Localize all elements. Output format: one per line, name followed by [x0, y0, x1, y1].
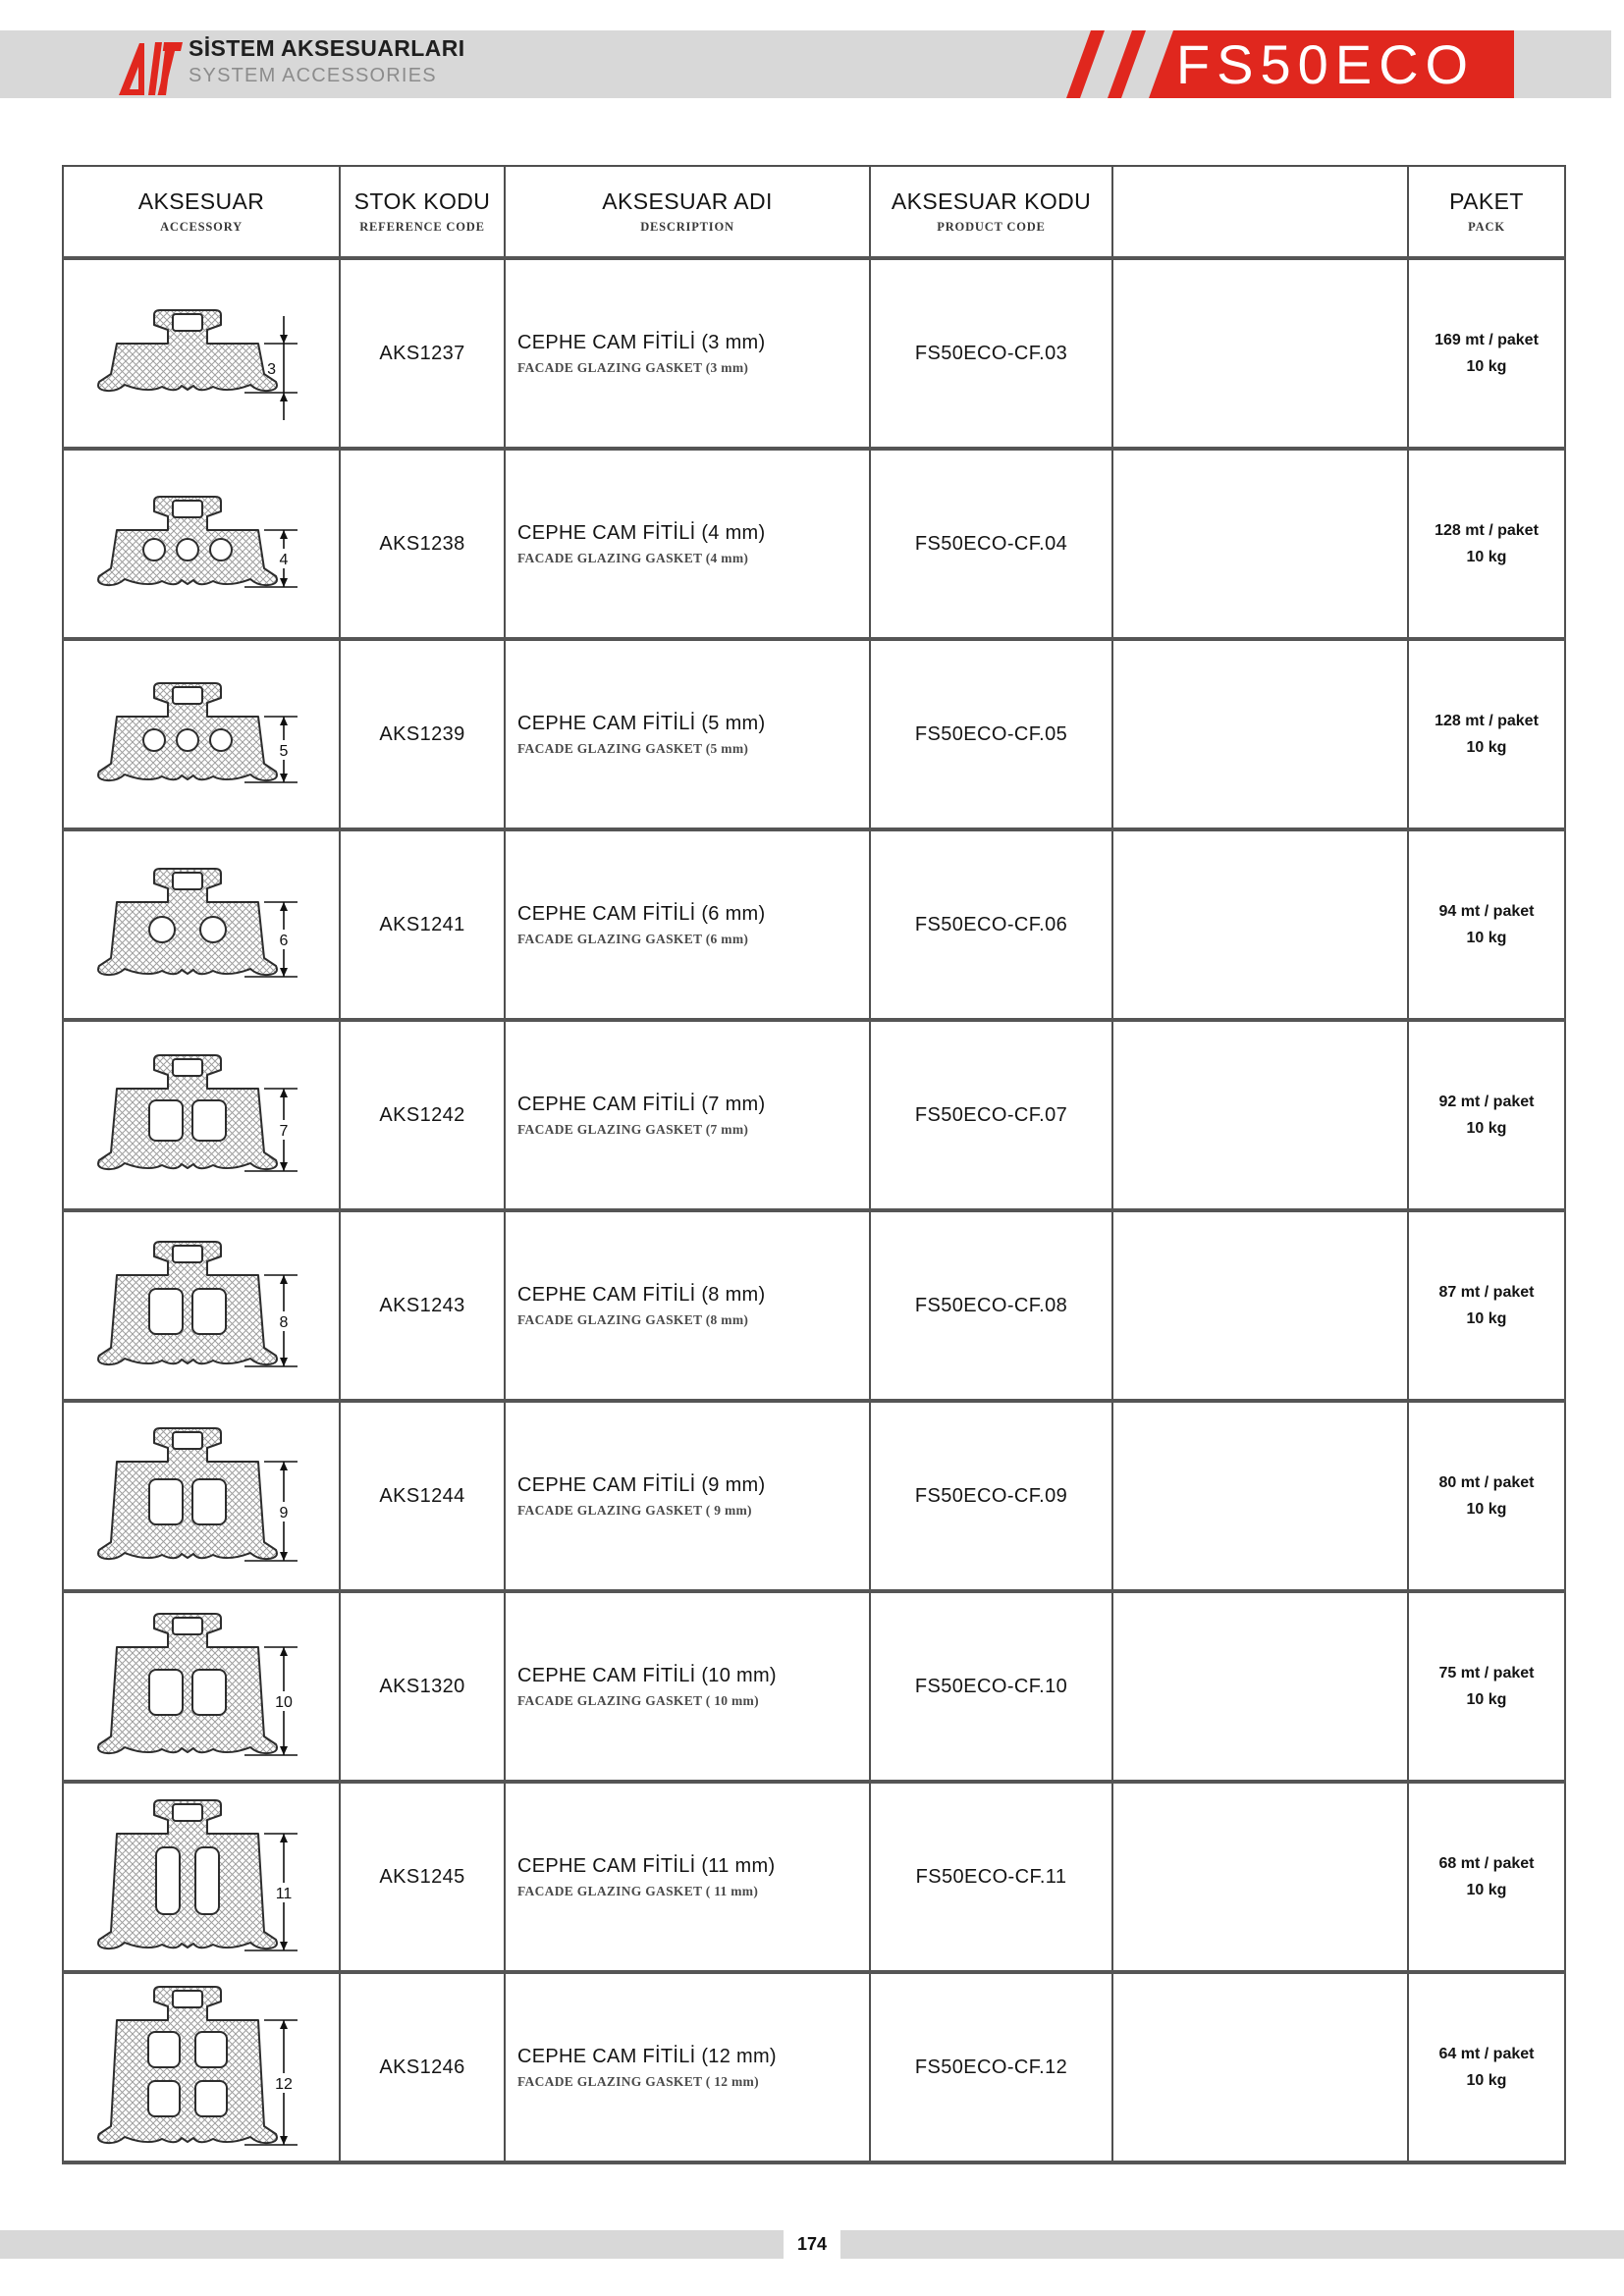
accessory-name-tr: CEPHE CAM FİTİLİ (12 mm): [517, 2045, 777, 2067]
product-code: FS50ECO-CF.11: [915, 1865, 1067, 1888]
stock-code: AKS1245: [379, 1865, 465, 1888]
table-row: [63, 829, 1565, 1020]
accessory-name-tr: CEPHE CAM FİTİLİ (6 mm): [517, 902, 766, 925]
table-row: [63, 1020, 1565, 1210]
table-row: [63, 1782, 1565, 1972]
product-code: FS50ECO-CF.03: [914, 342, 1068, 364]
pack-quantity: 94 mt / paket: [1438, 902, 1535, 920]
cell-profile-drawing: [63, 1782, 340, 1972]
cell-description: [505, 1972, 870, 2163]
gasket-profile-drawing: [78, 1027, 325, 1200]
svg-text:5: 5: [279, 742, 289, 760]
cell-spacer: [1112, 1020, 1408, 1210]
cell-stock-code: [340, 1020, 505, 1210]
cell-stock-code: [340, 1972, 505, 2163]
svg-text:10: 10: [275, 1693, 293, 1711]
cell-spacer: [1112, 1972, 1408, 2163]
cell-profile-drawing: [63, 639, 340, 829]
cell-stock-code: [340, 1782, 505, 1972]
stock-code: AKS1246: [379, 2056, 465, 2078]
accessory-name-en: FACADE GLAZING GASKET (3 mm): [517, 359, 749, 375]
cell-profile-drawing: [63, 1972, 340, 2163]
product-code: FS50ECO-CF.06: [914, 913, 1068, 935]
product-code: FS50ECO-CF.05: [914, 722, 1068, 745]
col-header-sublabel: DESCRIPTION: [640, 220, 734, 234]
pack-weight: 10 kg: [1466, 1310, 1507, 1327]
col-header-spacer: [1112, 166, 1408, 258]
page-number: 174: [784, 2226, 840, 2262]
table-row: [63, 1401, 1565, 1591]
pack-quantity: 80 mt / paket: [1438, 1473, 1535, 1491]
pack-quantity: 92 mt / paket: [1438, 1093, 1535, 1110]
cell-pack: [1408, 1782, 1565, 1972]
cell-profile-drawing: [63, 1210, 340, 1401]
pack-weight: 10 kg: [1466, 1882, 1507, 1898]
gasket-profile-drawing: [78, 265, 325, 438]
product-code: FS50ECO-CF.04: [914, 532, 1068, 555]
cell-description: [505, 1782, 870, 1972]
stock-code: AKS1241: [379, 913, 465, 935]
pack-weight: 10 kg: [1466, 1120, 1507, 1137]
product-code: FS50ECO-CF.09: [914, 1484, 1068, 1507]
svg-text:7: 7: [279, 1122, 289, 1140]
stock-code: AKS1320: [379, 1675, 465, 1697]
cell-stock-code: [340, 1591, 505, 1782]
product-code: FS50ECO-CF.07: [914, 1103, 1068, 1126]
cell-profile-drawing: [63, 1020, 340, 1210]
cell-profile-drawing: [63, 1401, 340, 1591]
col-header-description: [505, 166, 870, 258]
accessory-name-tr: CEPHE CAM FİTİLİ (11 mm): [517, 1854, 776, 1877]
cell-spacer: [1112, 1782, 1408, 1972]
accessory-name-tr: CEPHE CAM FİTİLİ (5 mm): [517, 712, 766, 734]
cell-pack: [1408, 1020, 1565, 1210]
svg-text:6: 6: [279, 932, 289, 949]
svg-text:8: 8: [279, 1313, 289, 1331]
col-header-sublabel: ACCESSORY: [160, 220, 243, 234]
accessory-name-tr: CEPHE CAM FİTİLİ (4 mm): [517, 521, 766, 544]
product-code: FS50ECO-CF.12: [914, 2056, 1068, 2078]
accessory-name-en: FACADE GLAZING GASKET ( 11 mm): [517, 1883, 759, 1898]
cell-stock-code: [340, 1210, 505, 1401]
cell-spacer: [1112, 1210, 1408, 1401]
accessories-table: [62, 165, 1566, 2164]
cell-product-code: [870, 449, 1112, 639]
col-header-stock-code: [340, 166, 505, 258]
col-header-sublabel: REFERENCE CODE: [359, 220, 485, 234]
pack-quantity: 75 mt / paket: [1438, 1664, 1535, 1682]
accessory-name-en: FACADE GLAZING GASKET (7 mm): [517, 1121, 749, 1137]
pack-quantity: 169 mt / paket: [1435, 331, 1539, 348]
stock-code: AKS1238: [379, 532, 465, 555]
cell-description: [505, 639, 870, 829]
cell-spacer: [1112, 258, 1408, 449]
pack-weight: 10 kg: [1466, 358, 1507, 375]
cell-pack: [1408, 1210, 1565, 1401]
accessory-name-en: FACADE GLAZING GASKET (6 mm): [517, 931, 749, 946]
cell-description: [505, 258, 870, 449]
accessory-name-tr: CEPHE CAM FİTİLİ (7 mm): [517, 1093, 766, 1115]
accessory-name-tr: CEPHE CAM FİTİLİ (10 mm): [517, 1664, 777, 1686]
table-row: [63, 1972, 1565, 2163]
cell-description: [505, 1401, 870, 1591]
cell-product-code: [870, 829, 1112, 1020]
cell-stock-code: [340, 639, 505, 829]
product-code: FS50ECO-CF.10: [914, 1675, 1068, 1697]
cell-product-code: [870, 1210, 1112, 1401]
cell-product-code: [870, 1401, 1112, 1591]
cell-product-code: [870, 258, 1112, 449]
table-row: [63, 449, 1565, 639]
table-row: [63, 1591, 1565, 1782]
pack-quantity: 87 mt / paket: [1438, 1283, 1535, 1301]
cell-product-code: [870, 1591, 1112, 1782]
cell-stock-code: [340, 1401, 505, 1591]
brand-titles: [189, 35, 465, 87]
stock-code: AKS1237: [379, 342, 465, 364]
accessory-name-en: FACADE GLAZING GASKET ( 9 mm): [517, 1502, 752, 1518]
cell-pack: [1408, 1972, 1565, 2163]
col-header-product-code: [870, 166, 1112, 258]
cell-description: [505, 1591, 870, 1782]
table-row: [63, 639, 1565, 829]
series-badge-label: FS50ECO: [1175, 33, 1476, 95]
cell-spacer: [1112, 1591, 1408, 1782]
pack-quantity: 128 mt / paket: [1435, 712, 1539, 729]
cell-product-code: [870, 1020, 1112, 1210]
col-header-label: PAKET: [1449, 188, 1524, 214]
pack-weight: 10 kg: [1466, 1501, 1507, 1518]
cell-pack: [1408, 1401, 1565, 1591]
col-header-sublabel: PRODUCT CODE: [937, 220, 1046, 234]
col-header-pack: [1408, 166, 1565, 258]
col-header-label: AKSESUAR ADI: [602, 188, 773, 214]
cell-description: [505, 449, 870, 639]
gasket-profile-drawing: [78, 1979, 325, 2152]
brand-subtitle: SYSTEM ACCESSORIES: [189, 64, 437, 86]
gasket-profile-drawing: [78, 1789, 325, 1961]
cell-spacer: [1112, 639, 1408, 829]
cell-stock-code: [340, 449, 505, 639]
cell-stock-code: [340, 829, 505, 1020]
cell-pack: [1408, 639, 1565, 829]
cell-pack: [1408, 449, 1565, 639]
accessory-name-en: FACADE GLAZING GASKET (4 mm): [517, 550, 749, 565]
accessory-name-en: FACADE GLAZING GASKET ( 12 mm): [517, 2073, 759, 2089]
stock-code: AKS1239: [379, 722, 465, 745]
stock-code: AKS1243: [379, 1294, 465, 1316]
accessory-name-en: FACADE GLAZING GASKET (8 mm): [517, 1311, 749, 1327]
col-header-label: STOK KODU: [353, 188, 491, 214]
brand-title: SİSTEM AKSESUARLARI: [189, 35, 465, 61]
svg-text:4: 4: [279, 551, 289, 568]
cell-profile-drawing: [63, 449, 340, 639]
pack-weight: 10 kg: [1466, 2072, 1507, 2089]
gasket-profile-drawing: [78, 1408, 325, 1580]
gasket-profile-drawing: [78, 836, 325, 1009]
col-header-sublabel: PACK: [1468, 220, 1505, 234]
cell-profile-drawing: [63, 1591, 340, 1782]
gasket-profile-drawing: [78, 1598, 325, 1771]
pack-weight: 10 kg: [1466, 549, 1507, 565]
stock-code: AKS1242: [379, 1103, 465, 1126]
svg-text:3: 3: [267, 360, 276, 378]
accessory-name-tr: CEPHE CAM FİTİLİ (9 mm): [517, 1473, 766, 1496]
col-header-accessory: [63, 166, 340, 258]
cell-pack: [1408, 258, 1565, 449]
cell-pack: [1408, 829, 1565, 1020]
svg-text:11: 11: [275, 1885, 293, 1902]
cell-product-code: [870, 1972, 1112, 2163]
cell-pack: [1408, 1591, 1565, 1782]
cell-spacer: [1112, 449, 1408, 639]
accessory-name-en: FACADE GLAZING GASKET (5 mm): [517, 740, 749, 756]
pack-quantity: 68 mt / paket: [1438, 1854, 1535, 1872]
table-header-row: [63, 166, 1565, 258]
pack-weight: 10 kg: [1466, 1691, 1507, 1708]
brand-logo-icon: [118, 39, 183, 98]
table-body: [63, 258, 1565, 2163]
cell-description: [505, 829, 870, 1020]
gasket-profile-drawing: [78, 1217, 325, 1390]
svg-text:12: 12: [275, 2075, 293, 2093]
cell-product-code: [870, 639, 1112, 829]
table-row: [63, 1210, 1565, 1401]
accessory-name-tr: CEPHE CAM FİTİLİ (3 mm): [517, 331, 766, 353]
svg-text:9: 9: [279, 1504, 289, 1522]
stock-code: AKS1244: [379, 1484, 465, 1507]
cell-description: [505, 1020, 870, 1210]
cell-stock-code: [340, 258, 505, 449]
product-code: FS50ECO-CF.08: [914, 1294, 1068, 1316]
pack-weight: 10 kg: [1466, 930, 1507, 946]
cell-profile-drawing: [63, 258, 340, 449]
gasket-profile-drawing: [78, 455, 325, 628]
table-row: [63, 258, 1565, 449]
cell-product-code: [870, 1782, 1112, 1972]
accessory-name-en: FACADE GLAZING GASKET ( 10 mm): [517, 1692, 759, 1708]
col-header-label: AKSESUAR: [137, 188, 265, 214]
cell-spacer: [1112, 829, 1408, 1020]
pack-quantity: 128 mt / paket: [1435, 521, 1539, 539]
gasket-profile-drawing: [78, 646, 325, 819]
pack-weight: 10 kg: [1466, 739, 1507, 756]
cell-spacer: [1112, 1401, 1408, 1591]
cell-profile-drawing: [63, 829, 340, 1020]
col-header-label: AKSESUAR KODU: [891, 188, 1092, 214]
pack-quantity: 64 mt / paket: [1438, 2045, 1535, 2062]
accessory-name-tr: CEPHE CAM FİTİLİ (8 mm): [517, 1283, 766, 1306]
cell-description: [505, 1210, 870, 1401]
